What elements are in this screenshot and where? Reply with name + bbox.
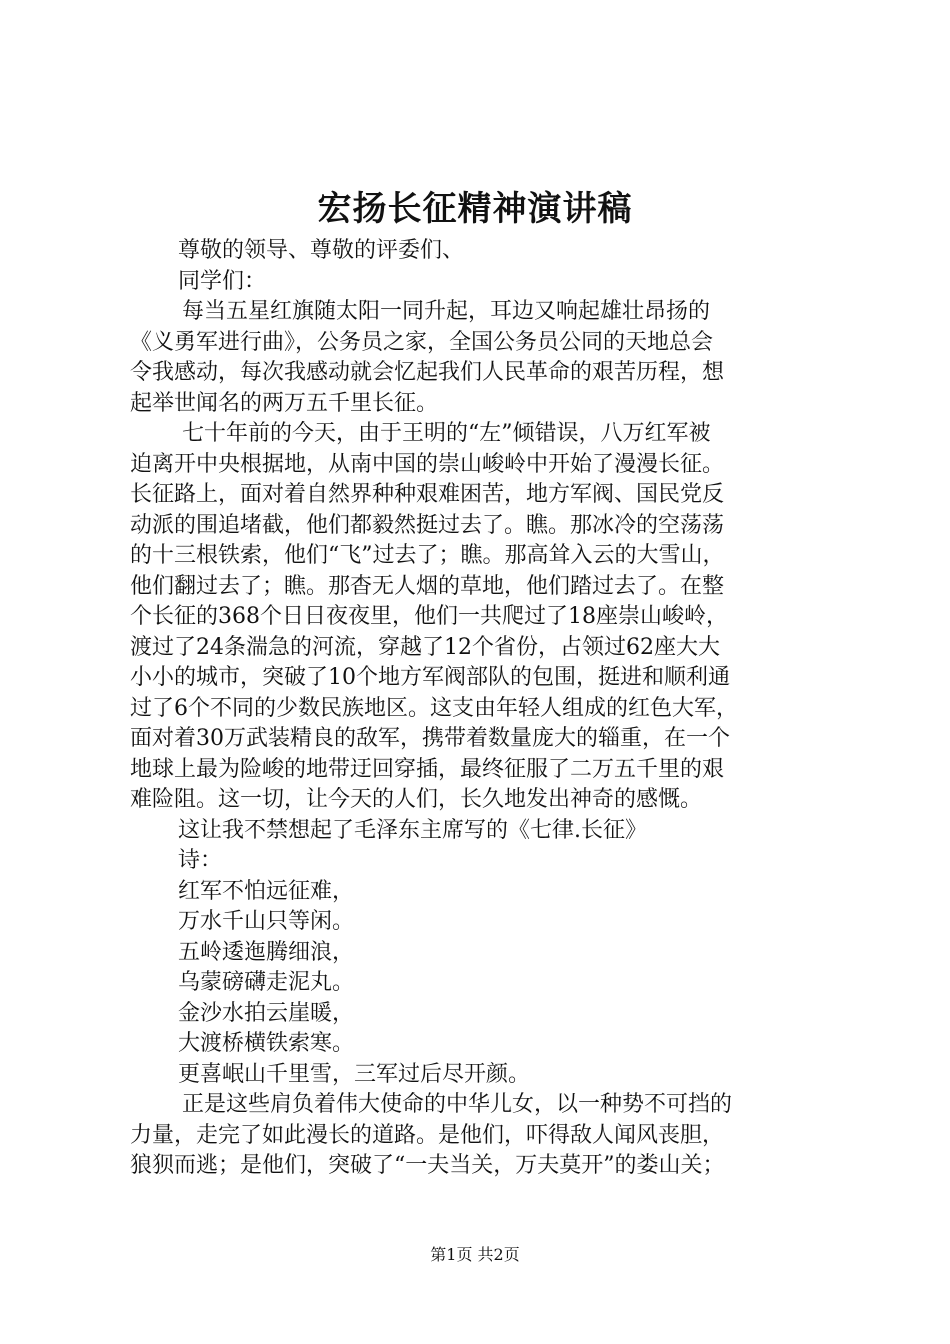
paragraph-line: 的十三根铁索，他们“飞”过去了；瞧。那高耸入云的大雪山， <box>130 543 725 568</box>
paragraph-line: 力量，走完了如此漫长的道路。是他们，吓得敌人闻风丧胆， <box>130 1122 725 1148</box>
salutation-line: 同学们： <box>178 268 267 294</box>
paragraph-line: 过了6个不同的少数民族地区。这支由年轻人组成的红色大军， <box>130 695 738 721</box>
paragraph-line: 七十年前的今天，由于王明的“左”倾错误，八万红军被 <box>182 421 711 446</box>
paragraph-line: 正是这些肩负着伟大使命的中华儿女，以一种势不可挡的 <box>182 1092 733 1117</box>
poem-line: 万水千山只等闲。 <box>178 909 355 934</box>
paragraph-line: 地球上最为险峻的地带迂回穿插，最终征服了二万五千里的艰 <box>130 756 725 782</box>
paragraph-line: 起举世闻名的两万五千里长征。 <box>130 390 439 416</box>
paragraph-line: 动派的围追堵截，他们都毅然挺过去了。瞧。那冰冷的空荡荡 <box>130 512 725 538</box>
paragraph-line: 《义勇军进行曲》，公务员之家，全国公务员公同的天地总会 <box>130 329 714 355</box>
paragraph-line: 迫离开中央根据地，从南中国的崇山峻岭中开始了漫漫长征。 <box>130 451 725 477</box>
paragraph-line: 个长征的368个日日夜夜里，他们一共爬过了18座崇山峻岭， <box>130 604 728 629</box>
paragraph-line: 长征路上，面对着自然界种种艰难困苦，地方军阀、国民党反 <box>130 482 725 507</box>
paragraph-line: 渡过了24条湍急的河流，穿越了12个省份，占领过62座大大 <box>130 634 720 660</box>
paragraph-line: 每当五星红旗随太阳一同升起，耳边又响起雄壮昂扬的 <box>182 299 711 324</box>
paragraph-line: 令我感动，每次我感动就会忆起我们人民革命的艰苦历程，想 <box>130 360 725 385</box>
paragraph-line: 难险阻。这一切，让今天的人们，长久地发出神奇的感慨。 <box>130 787 703 812</box>
paragraph-line: 这让我不禁想起了毛泽东主席写的《七律.长征》 <box>178 817 647 843</box>
poem-line: 红军不怕远征难， <box>178 878 355 904</box>
salutation-line: 尊敬的领导、尊敬的评委们、 <box>178 238 465 263</box>
document-body <box>130 236 838 1182</box>
page-number: 第1页 共2页 <box>430 1245 520 1264</box>
paragraph-line: 小小的城市，突破了10个地方军阀部队的包围，挺进和顺利通 <box>130 665 730 690</box>
poem-line: 金沙水拍云崖暖， <box>178 1000 355 1026</box>
poem-line: 五岭逶迤腾细浪， <box>178 939 355 965</box>
document-title: 宏扬长征精神演讲稿 <box>317 189 633 229</box>
paragraph-line: 他们翻过去了；瞧。那杳无人烟的草地，他们踏过去了。在整 <box>130 573 725 599</box>
poem-line: 大渡桥横铁索寒。 <box>178 1031 355 1056</box>
poem-line: 更喜岷山千里雪，三军过后尽开颜。 <box>178 1061 531 1087</box>
paragraph-line: 诗： <box>178 848 223 873</box>
paragraph-line: 面对着30万武装精良的敌军，携带着数量庞大的辎重，在一个 <box>130 726 730 751</box>
poem-line: 乌蒙磅礴走泥丸。 <box>178 970 355 995</box>
paragraph-line: 狼狈而逃；是他们，突破了“一夫当关，万夫莫开”的娄山关； <box>130 1153 725 1178</box>
